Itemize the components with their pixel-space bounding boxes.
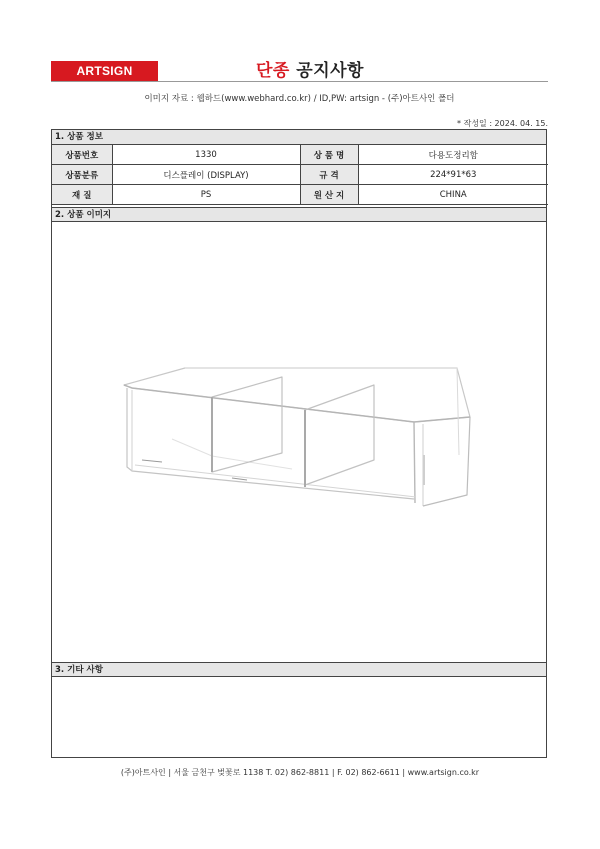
- section-product-image: 2. 상품 이미지: [52, 207, 546, 222]
- artsign-logo: ARTSIGN: [51, 61, 158, 81]
- product-origin-value: CHINA: [358, 185, 548, 205]
- section-etc: 3. 기타 사항: [52, 662, 546, 677]
- product-material-value: PS: [112, 185, 300, 205]
- product-origin-label: 원 산 지: [300, 185, 358, 205]
- product-category-label: 상품분류: [52, 165, 112, 185]
- product-size-value: 224*91*63: [358, 165, 548, 185]
- organizer-box-image: [52, 225, 546, 662]
- table-row: [52, 165, 548, 185]
- product-image: [52, 225, 546, 662]
- title-rest: 공지사항: [296, 61, 364, 81]
- product-size-label: 규 격: [300, 165, 358, 185]
- product-number-label: 상품번호: [52, 145, 112, 165]
- table-row: [52, 185, 548, 205]
- written-date: * 작성일 : 2024. 04. 15.: [457, 119, 548, 128]
- title-accent: 단종: [256, 61, 290, 81]
- image-source-note: 이미지 자료 : 웹하드(www.webhard.co.kr) / ID,PW: artsign - (주)아트사인 폴더: [144, 94, 455, 104]
- notice-frame: [51, 129, 547, 758]
- product-category-value: 디스플레이 (DISPLAY): [112, 165, 300, 185]
- product-info-table: [52, 145, 548, 205]
- company-footer: (주)아트사인 | 서울 금천구 벚꽃로 1138 T. 02) 862-8811 | F. 02) 862-6611 | www.artsign.co.kr: [120, 768, 480, 777]
- product-name-label: 상 품 명: [300, 145, 358, 165]
- product-name-value: 다용도정리함: [358, 145, 548, 165]
- page-title: [160, 56, 460, 81]
- header-divider: [51, 81, 548, 82]
- product-number-value: 1330: [112, 145, 300, 165]
- product-material-label: 재 질: [52, 185, 112, 205]
- section-product-info: 1. 상품 정보: [52, 130, 546, 145]
- table-row: [52, 145, 548, 165]
